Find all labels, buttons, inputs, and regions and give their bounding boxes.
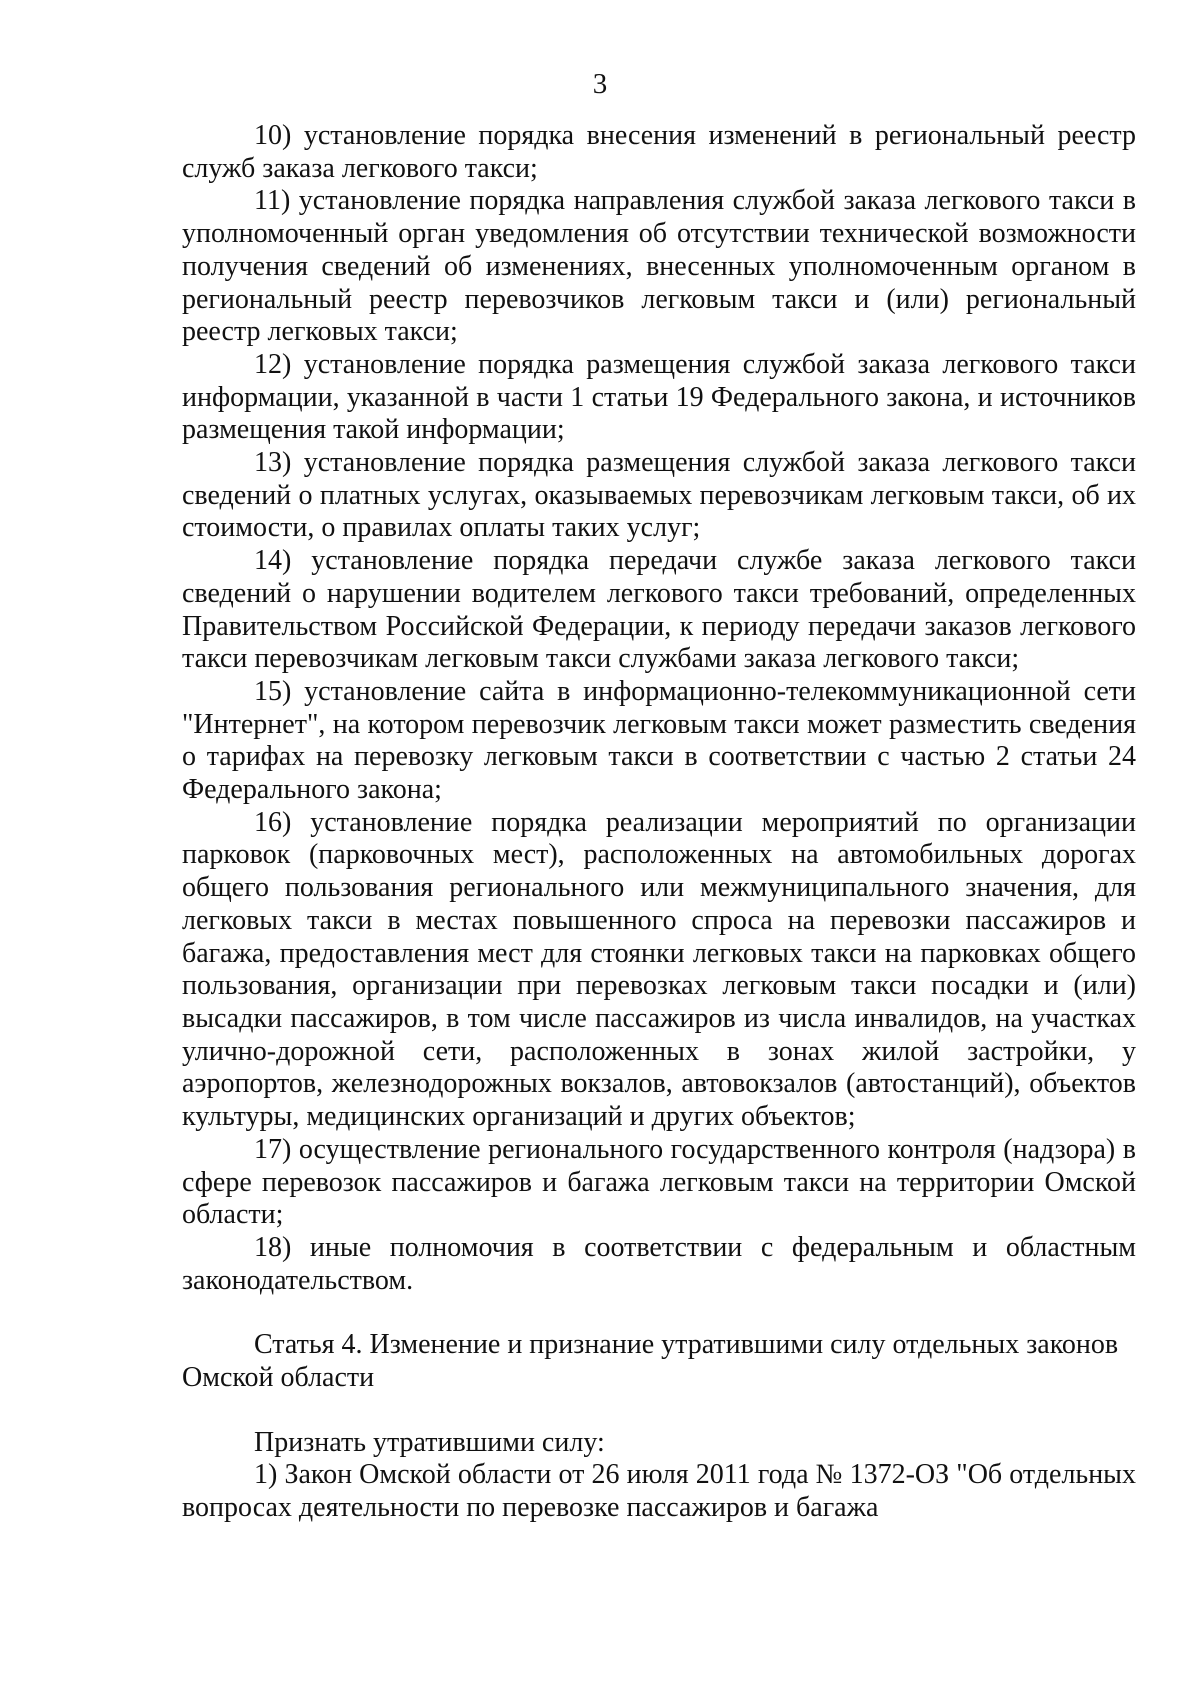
document-body	[182, 120, 1136, 1525]
spacer	[182, 1297, 1136, 1329]
page-number: 3	[592, 68, 608, 100]
repeal-item-1: 1) Закон Омской области от 26 июля 2011 года № 1372-ОЗ "Об отдельных вопросах деятельности по перевозке пассажиров и багажа	[182, 1459, 1136, 1524]
list-item-15: 15) установление сайта в информационно-телекоммуникационной сети "Интернет", на котором перевозчик легковым такси может разместить сведения о тарифах на перевозку легковым такси в соответствии с частью 2 статьи 24 Федерального закона;	[182, 675, 1136, 806]
repeal-intro: Признать утратившими силу:	[254, 1426, 605, 1458]
list-item-16: 16) установление порядка реализации мероприятий по организации парковок (парковочных мест), расположенных на автомобильных дорогах общего пользования регионального или межмуниципального значения, для легковых такси в местах повышенного спроса на перевозки пассажиров и багажа, предоставления мест для стоянки легковых такси на парковках общего пользования, организации при перевозках легковым такси посадки и (или) высадки пассажиров, в том числе пассажиров из числа инвалидов, на участках улично-дорожной сети, расположенных в зонах жилой застройки, у аэропортов, железнодорожных вокзалов, автовокзалов (автостанций), объектов культуры, медицинских организаций и других объектов;	[182, 806, 1136, 1133]
article-heading: Статья 4. Изменение и признание утратившими силу отдельных законов Омской области	[182, 1329, 1119, 1394]
list-item-11: 11) установление порядка направления службой заказа легкового такси в уполномоченный орган уведомления об отсутствии технической возможности получения сведений об изменениях, внесенных уполномоченным органом в региональный реестр перевозчиков легковым такси и (или) региональный реестр легковых такси;	[182, 185, 1136, 348]
list-item-18: 18) иные полномочия в соответствии с федеральным и областным законодательством.	[182, 1231, 1136, 1296]
list-item-12: 12) установление порядка размещения службой заказа легкового такси информации, указанной в части 1 статьи 19 Федерального закона, и источников размещения такой информации;	[182, 348, 1136, 446]
list-item-17: 17) осуществление регионального государственного контроля (надзора) в сфере перевозок пассажиров и багажа легковым такси на территории Омской области;	[182, 1133, 1136, 1231]
list-item-13: 13) установление порядка размещения службой заказа легкового такси сведений о платных услугах, оказываемых перевозчикам легковым такси, об их стоимости, о правилах оплаты таких услуг;	[182, 447, 1136, 544]
spacer	[182, 1395, 1136, 1427]
list-item-14: 14) установление порядка передачи службе заказа легкового такси сведений о нарушении водителем легкового такси требований, определенных Правительством Российской Федерации, к периоду передачи заказов легкового такси перевозчикам легковым такси службами заказа легкового такси;	[182, 545, 1136, 675]
list-item-10: 10) установление порядка внесения изменений в региональный реестр служб заказа легкового такси;	[182, 120, 1136, 184]
